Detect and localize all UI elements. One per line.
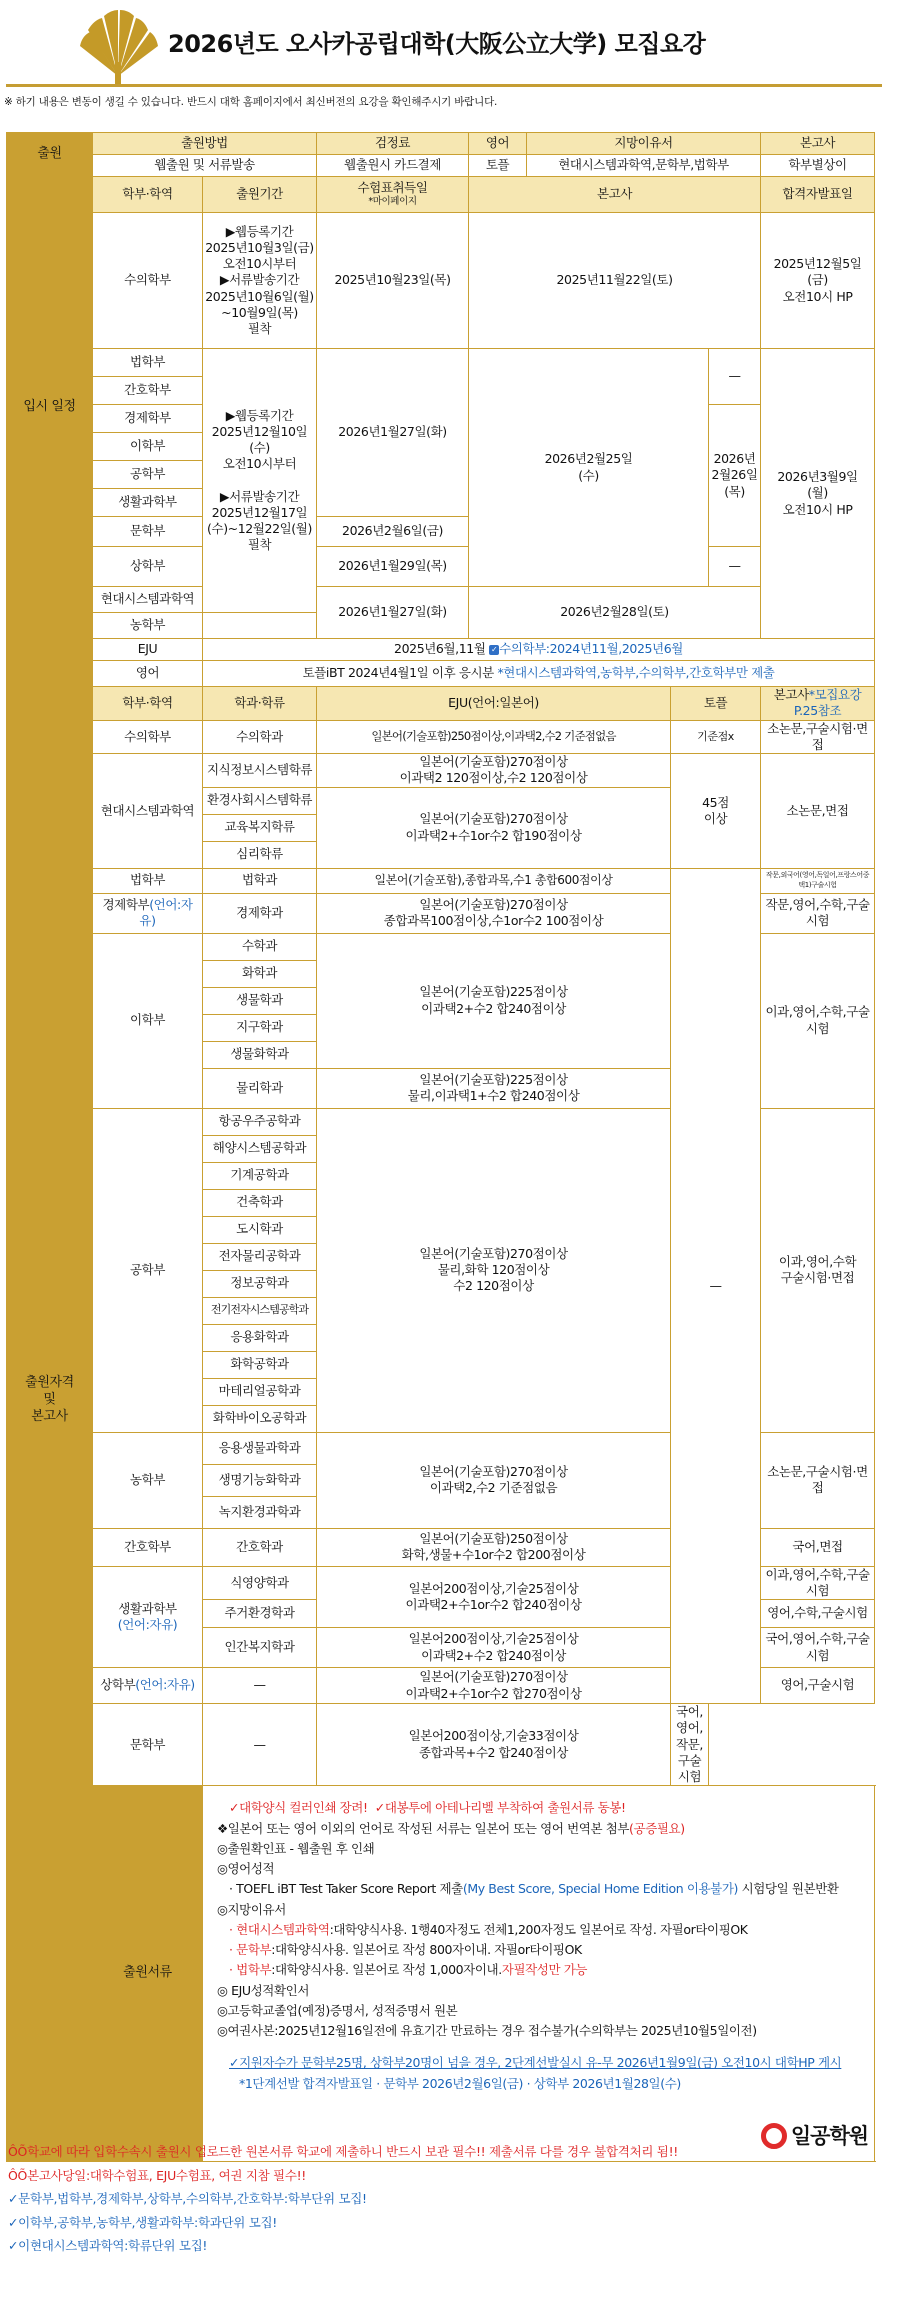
qual-life-eju2: 일본어200점이상,기술25점이상 이과택2+수2 합240점이상 — [317, 1628, 671, 1668]
schedule-header-period: 출원기간 — [203, 177, 317, 213]
qual-sys-toefl: 45점 이상 — [671, 754, 761, 869]
doc-line: ✓대학양식 컬러인쇄 장려! ✓대봉투에 아테나리벨 부착하여 출원서류 동봉! — [229, 1800, 626, 1816]
qual-econ-eju: 일본어(기술포함)270점이상 종합과목100점이상,수1or수2 100점이상 — [317, 893, 671, 933]
qual-life-exam: 영어,수학,구술시험 — [761, 1600, 875, 1628]
page-header — [0, 0, 904, 108]
qual-life-exam: 국어,영어,수학,구술시험 — [761, 1628, 875, 1668]
qual-nurse-eju: 일본어(기술포함)250점이상 화학,생물+수1or수2 합200점이상 — [317, 1528, 671, 1566]
section-documents: 출원서류 — [93, 1786, 203, 2162]
schedule-header-dept: 학부·학역 — [93, 177, 203, 213]
title-divider — [6, 84, 882, 87]
qual-sci-major: 생물학과 — [203, 987, 317, 1014]
schedule-dept-sys: 현대시스템과학역 — [93, 587, 203, 613]
schedule-dept-econ: 경제학부 — [93, 405, 203, 433]
qual-sys-major: 환경사회시스템학류 — [203, 787, 317, 814]
qual-vet-toefl: 기준점x — [671, 720, 761, 754]
doc-line: ◎ EJU성적확인서 — [217, 1982, 309, 1998]
schedule-dept-agr: 농학부 — [93, 613, 203, 639]
academy-logo: 일공학원 — [761, 2119, 868, 2153]
qual-sci-dept: 이학부 — [93, 933, 203, 1108]
schedule-dept-lit: 문학부 — [93, 517, 203, 547]
checkbox-icon: ✓ — [490, 644, 498, 654]
doc-line: ◎지망이유서 — [217, 1901, 286, 1917]
qual-agr-major: 응용생물과학과 — [203, 1432, 317, 1464]
doc-line: ◎출원확인표 - 웹출원 후 인쇄 — [217, 1840, 375, 1856]
qual-eng-major: 정보공학과 — [203, 1270, 317, 1297]
qual-sys-major: 심리학류 — [203, 841, 317, 868]
schedule-dept-eng: 공학부 — [93, 461, 203, 489]
schedule-ticket-com: 2026년1월29일(목) — [317, 547, 469, 587]
qual-lit-major: — — [203, 1704, 317, 1786]
qual-eng-eju: 일본어(기술포함)270점이상 물리,화학 120점이상 수2 120점이상 — [317, 1108, 671, 1432]
apply-header-english: 영어 — [469, 133, 527, 155]
qual-header-toefl: 토플 — [671, 687, 761, 721]
qual-lit-eju: 일본어200점이상,기술33점이상 종합과목+수2 합240점이상 — [317, 1704, 671, 1786]
eju-sessions: 2025년6월,11월 ✓ 수의학부:2024년11월,2025년6월 — [203, 639, 875, 661]
qual-agr-dept: 농학부 — [93, 1432, 203, 1528]
qual-eng-major: 건축학과 — [203, 1189, 317, 1216]
qual-life-dept: 생활과학부 (언어:자유) — [93, 1566, 203, 1668]
qual-eng-major: 전자물리공학과 — [203, 1243, 317, 1270]
apply-essay: 현대시스템과학역,문학부,법학부 — [527, 155, 761, 177]
qual-com-eju: 일본어(기술포함)270점이상 이과택2+수1or수2 합270점이상 — [317, 1668, 671, 1704]
footer-line: ✓이학부,공학부,농학부,생활과학부:학과단위 모집! — [8, 2214, 277, 2230]
apply-header-fee: 검정료 — [317, 133, 469, 155]
documents-list — [203, 1786, 875, 2162]
apply-header-essay: 지망이유서 — [527, 133, 761, 155]
schedule-ticket-lit: 2026년2월6일(금) — [317, 517, 469, 547]
qual-sys-dept: 현대시스템과학역 — [93, 754, 203, 869]
qual-header-exam: 본고사*모집요강P.25참조 — [761, 687, 875, 721]
doc-line: *1단계선발 합격자발표일 · 문학부 2026년2월6일(금) · 상학부 2026년1월28일(수) — [239, 2075, 681, 2091]
qual-econ-dept: 경제학부(언어:자유) — [93, 893, 203, 933]
qual-sys-major: 교육복지학류 — [203, 814, 317, 841]
schedule-dept-nursing: 간호학부 — [93, 377, 203, 405]
doc-line: ❖일본어 또는 영어 이외의 언어로 작성된 서류는 일본어 또는 영어 번역본 첨부(공증필요) — [217, 1820, 685, 1836]
doc-line: ✓지원자수가 문학부25명, 상학부20명이 넘을 경우, 2단계선발실시 유-무 2026년1월9일(금) 오전10시 대학HP 게시 — [229, 2055, 842, 2071]
qual-nurse-exam: 국어,면접 — [761, 1528, 875, 1566]
schedule-general-result: 2026년3월9일 (월) 오전10시 HP — [761, 349, 875, 639]
apply-header-exam: 본고사 — [761, 133, 875, 155]
doc-line: · 법학부:대학양식사용. 일본어로 작성 1,000자이내.자필작성만 가능 — [229, 1962, 588, 1978]
schedule-exam-day2-none2: — — [709, 547, 761, 587]
footer-line: ÔÕ학교에 따라 입학수속시 출원시 업로드한 원본서류 학교에 제출하니 반드시 보관 필수!! 제출서류 다를 경우 불합격처리 됨!! — [8, 2144, 679, 2159]
eju-label: EJU — [93, 639, 203, 661]
qual-toefl-none: — — [671, 868, 761, 1704]
qual-com-dept: 상학부(언어:자유) — [93, 1668, 203, 1704]
doc-line: · 문학부:대학양식사용. 일본어로 작성 800자이내. 자필or타이핑OK — [229, 1942, 582, 1957]
qual-law-exam: 작문,외국어(영어,독일어,프랑스어중 택1)구술시험 — [761, 868, 875, 893]
golden-fan-logo-icon — [74, 6, 162, 86]
red-circle-logo-icon — [761, 2123, 787, 2149]
schedule-exam-day2-none: — — [709, 349, 761, 405]
qual-econ-exam: 작문,영어,수학,구술시험 — [761, 893, 875, 933]
qual-sys-eju2: 일본어(기술포함)270점이상 이과택2+수1or수2 합190점이상 — [317, 787, 671, 868]
schedule-exam-last: 2026년2월28일(토) — [469, 587, 761, 639]
qual-eng-major: 마테리얼공학과 — [203, 1378, 317, 1405]
qual-sci-major: 수학과 — [203, 933, 317, 960]
section-apply: 출원 — [7, 133, 93, 177]
schedule-vet-exam: 2025년11월22일(토) — [469, 213, 761, 349]
schedule-header-result: 합격자발표일 — [761, 177, 875, 213]
qual-sys-eju1: 일본어(기술포함)270점이상 이과택2 120점이상,수2 120점이상 — [317, 754, 671, 788]
qual-sci-major: 생물화학과 — [203, 1041, 317, 1068]
qual-com-major: — — [203, 1668, 317, 1704]
doc-line: ◎고등학교졸업(예정)증명서, 성적증명서 원본 — [217, 2002, 458, 2018]
schedule-vet-result: 2025년12월5일 (금) 오전10시 HP — [761, 213, 875, 349]
qual-life-exam: 이과,영어,수학,구술시험 — [761, 1566, 875, 1600]
schedule-header-exam: 본고사 — [469, 177, 761, 213]
page-title: 2026년도 오사카공립대학(大阪公立大学) 모집요강 — [168, 30, 706, 58]
qual-eng-major: 화학바이오공학과 — [203, 1405, 317, 1432]
schedule-vet-ticket: 2025년10월23일(목) — [317, 213, 469, 349]
qual-life-major: 인간복지학과 — [203, 1628, 317, 1668]
schedule-dept-life: 생활과학부 — [93, 489, 203, 517]
apply-fee: 웹출원시 카드결제 — [317, 155, 469, 177]
qual-agr-eju: 일본어(기술포함)270점이상 이과택2,수2 기준점없음 — [317, 1432, 671, 1528]
schedule-dept-law: 법학부 — [93, 349, 203, 377]
schedule-general-period: ▶웹등록기간 2025년12월10일(수) 오전10시부터 ▶서류발송기간 2025년12월17일 (수)~12월22일(월) 필착 — [203, 349, 317, 613]
qual-sci-major: 화학과 — [203, 960, 317, 987]
qual-agr-major: 생명기능화학과 — [203, 1464, 317, 1496]
qual-eng-exam: 이과,영어,수학 구술시험·면접 — [761, 1108, 875, 1432]
notice-text: ※ 하기 내용은 변동이 생길 수 있습니다. 반드시 대학 홈페이지에서 최신버전의 요강을 확인해주시기 바랍니다. — [4, 96, 498, 108]
schedule-exam-day2: 2026년2월26일 (목) — [709, 405, 761, 547]
schedule-vet-dept: 수의학부 — [93, 213, 203, 349]
qual-life-major: 주거환경학과 — [203, 1600, 317, 1628]
qual-nurse-major: 간호학과 — [203, 1528, 317, 1566]
qual-eng-major: 전기전자시스템공학과 — [203, 1297, 317, 1324]
apply-exam: 학부별상이 — [761, 155, 875, 177]
section-qualification: 출원자격 및 본고사 — [7, 639, 93, 2162]
qual-vet-exam: 소논문,구술시험·면접 — [761, 720, 875, 754]
qual-vet-dept: 수의학부 — [93, 720, 203, 754]
qual-sci-major: 물리학과 — [203, 1068, 317, 1108]
qual-sci-eju1: 일본어(기술포함)225점이상 이과택2+수2 합240점이상 — [317, 933, 671, 1068]
schedule-ticket-a: 2026년1월27일(화) — [317, 349, 469, 517]
doc-line: · 현대시스템과학역:대학양식사용. 1행40자정도 전체1,200자정도 일본어로 작성. 자필or타이핑OK — [229, 1921, 748, 1937]
qual-header-eju: EJU(언어:일본어) — [317, 687, 671, 721]
qual-law-dept: 법학부 — [93, 868, 203, 893]
doc-line: ◎여권사본:2025년12월16일전에 유효기간 만료하는 경우 접수불가(수의학부는 2025년10월5일이전) — [217, 2023, 757, 2038]
qual-law-major: 법학과 — [203, 868, 317, 893]
schedule-dept-com: 상학부 — [93, 547, 203, 587]
qual-sci-major: 지구학과 — [203, 1014, 317, 1041]
apply-method: 웹출원 및 서류발송 — [93, 155, 317, 177]
qual-sci-exam: 이과,영어,수학,구술시험 — [761, 933, 875, 1108]
footer-line: ÔÕ본고사당일:대학수험표, EJU수험표, 여권 지참 필수!! — [8, 2167, 307, 2183]
doc-line: ◎영어성적 — [217, 1861, 275, 1876]
qual-sci-eju2: 일본어(기술포함)225점이상 물리,이과택1+수2 합240점이상 — [317, 1068, 671, 1108]
qual-eng-major: 기계공학과 — [203, 1162, 317, 1189]
qual-life-major: 식영양학과 — [203, 1566, 317, 1600]
qual-header-dept: 학부·학역 — [93, 687, 203, 721]
qual-eng-major: 해양시스템공학과 — [203, 1135, 317, 1162]
english-requirement: 토플iBT 2024년4월1일 이후 응시분 *현대시스템과학역,농학부,수의학부,간호학부만 제출 — [203, 661, 875, 687]
qual-lit-exam: 국어,영어,작문,구술시험 — [671, 1704, 709, 1786]
qual-eng-major: 도시학과 — [203, 1216, 317, 1243]
qual-sys-major: 지식정보시스템학류 — [203, 754, 317, 788]
qual-header-major: 학과·학류 — [203, 687, 317, 721]
section-schedule: 입시 일정 — [7, 177, 93, 639]
qual-agr-exam: 소논문,구술시험·면접 — [761, 1432, 875, 1528]
footer-line: ✓문학부,법학부,경제학부,상학부,수의학부,간호학부:학부단위 모집! — [8, 2191, 367, 2206]
schedule-vet-period: ▶웹등록기간 2025년10월3일(금) 오전10시부터 ▶서류발송기간 2025년10월6일(월) ~10월9일(목) 필착 — [203, 213, 317, 349]
english-label: 영어 — [93, 661, 203, 687]
schedule-ticket-last: 2026년1월27일(화) — [317, 587, 469, 639]
qual-vet-eju: 일본어(기술포함)250점이상,이과택2,수2 기준점없음 — [317, 720, 671, 754]
qual-eng-dept: 공학부 — [93, 1108, 203, 1432]
qual-vet-major: 수의학과 — [203, 720, 317, 754]
qual-com-exam: 영어,구술시험 — [761, 1668, 875, 1704]
qual-nurse-dept: 간호학부 — [93, 1528, 203, 1566]
qual-life-eju1: 일본어200점이상,기술25점이상 이과택2+수1or수2 합240점이상 — [317, 1566, 671, 1628]
admission-table — [6, 132, 875, 2162]
qual-eng-major: 화학공학과 — [203, 1351, 317, 1378]
qual-agr-major: 녹지환경과학과 — [203, 1496, 317, 1528]
footer-notes — [8, 2140, 678, 2258]
schedule-header-ticket: 수험표취득일 *마이페이지 — [317, 177, 469, 213]
qual-econ-major: 경제학과 — [203, 893, 317, 933]
schedule-exam-day1: 2026년2월25일 (수) — [469, 349, 709, 587]
apply-english: 토플 — [469, 155, 527, 177]
qual-lit-dept: 문학부 — [93, 1704, 203, 1786]
doc-line: · TOEFL iBT Test Taker Score Report 제출(My Best Score, Special Home Edition 이용불가) 시험당일 원본반환 — [229, 1881, 839, 1897]
footer-line: ✓이현대시스템과학역:학류단위 모집! — [8, 2238, 208, 2253]
qual-law-eju: 일본어(기술포함),종합과목,수1 총합600점이상 — [317, 868, 671, 893]
schedule-dept-sci: 이학부 — [93, 433, 203, 461]
qual-eng-major: 응용화학과 — [203, 1324, 317, 1351]
qual-sys-exam: 소논문,면접 — [761, 754, 875, 869]
apply-header-method: 출원방법 — [93, 133, 317, 155]
qual-eng-major: 항공우주공학과 — [203, 1108, 317, 1135]
